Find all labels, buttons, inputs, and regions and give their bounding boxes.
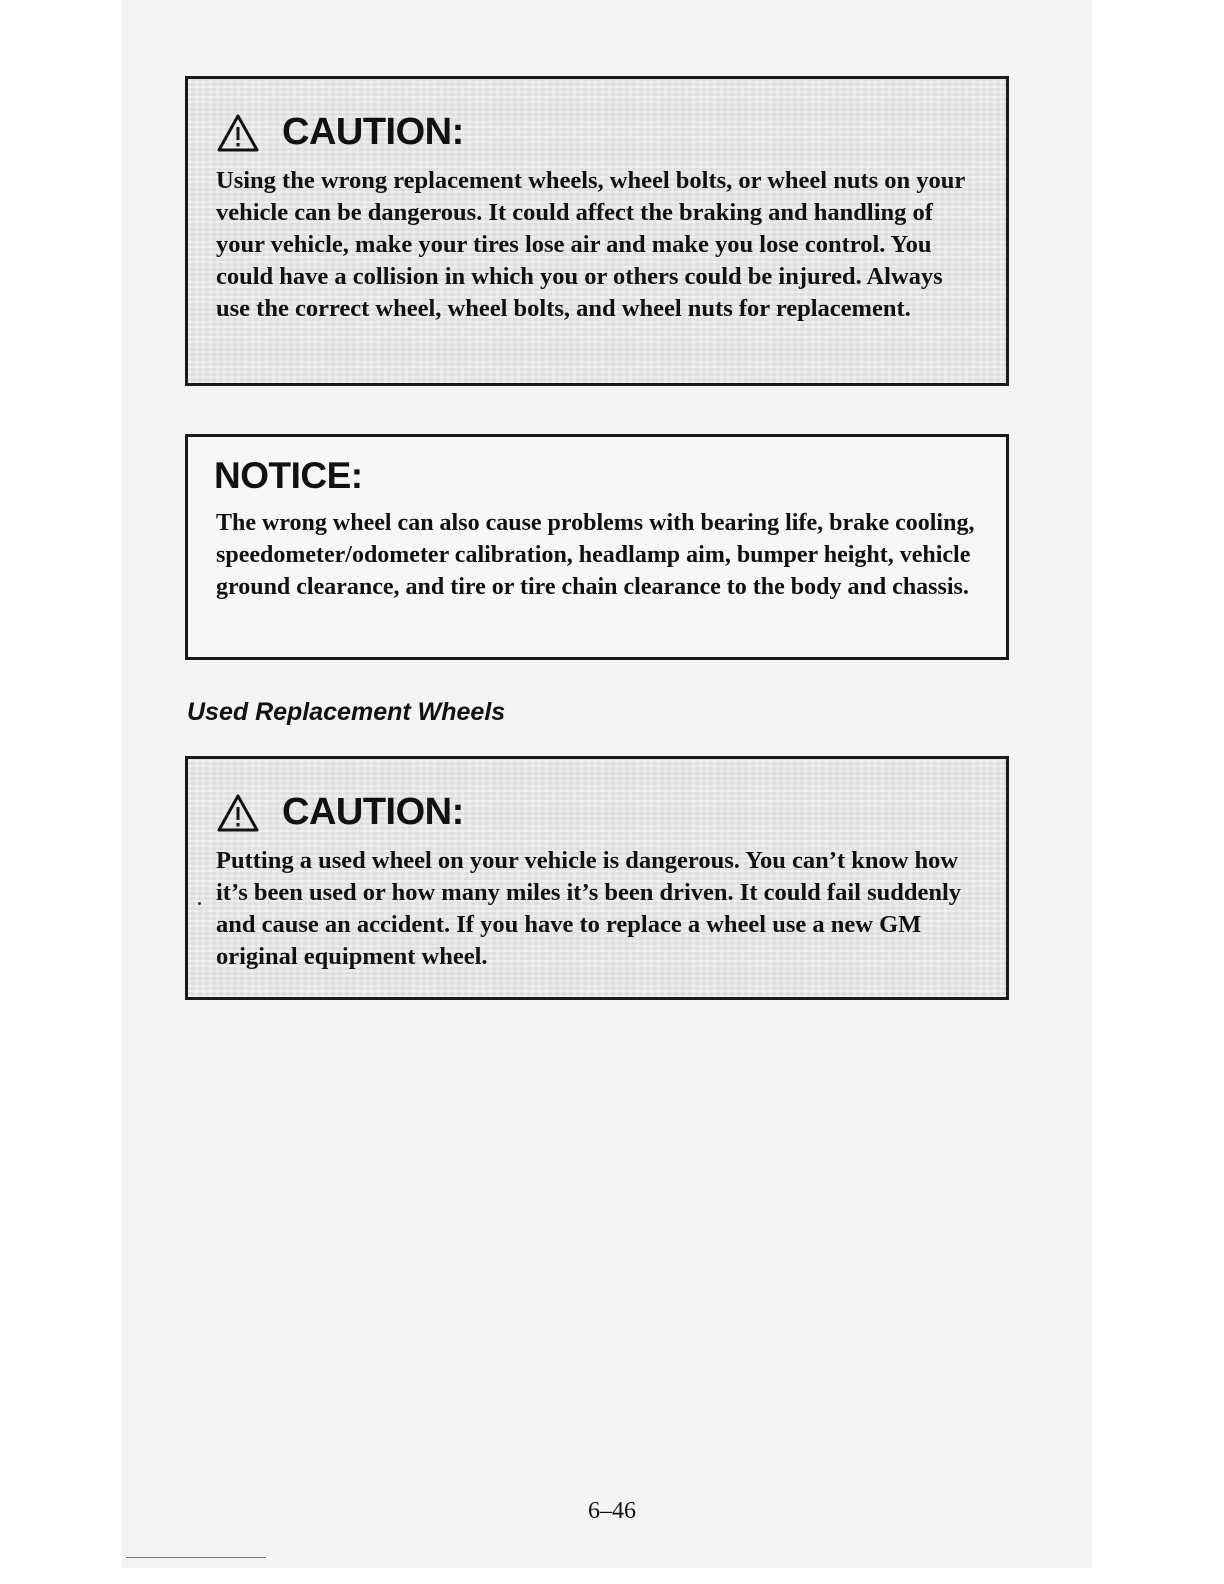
notice-heading-label: NOTICE: [214,455,363,496]
footer-divider [126,1557,266,1558]
caution-box-used-wheels [185,756,1009,1000]
notice-body-text: The wrong wheel can also cause problems with bearing life, brake cooling, speedometer/odometer calibration, headlamp aim, bumper height, vehicle ground clearance, and tire or tire chain clearance to the body and chassis. [216,510,975,600]
caution-body-text: Putting a used wheel on your vehicle is dangerous. You can’t know how it’s been used or how many miles it’s been driven. It could fail suddenly and cause an accident. If you have to replace a wheel use a new GM original equipment wheel. [216,847,962,970]
caution-body-text: Using the wrong replacement wheels, wheel bolts, or wheel nuts on your vehicle can be dangerous. It could affect the braking and handling of your vehicle, make your tires lose air and make you lose control. You could have a collision in which you or others could be injured. Always use the correct wheel, wheel bolts, and wheel nuts for replacement. [216,167,965,322]
section-title: Used Replacement Wheels [187,698,506,726]
caution-heading [216,111,464,154]
caution-heading [216,791,464,834]
notice-heading [214,455,363,497]
notice-box [185,434,1009,660]
caution-box-wrong-wheels [185,76,1009,386]
scan-artifact-dot [198,902,201,905]
caution-heading-label: CAUTION: [282,791,464,833]
caution-heading-label: CAUTION: [282,111,464,153]
warning-triangle-icon [216,113,260,153]
warning-triangle-icon [216,793,260,833]
page-number: 6–46 [588,1498,636,1524]
